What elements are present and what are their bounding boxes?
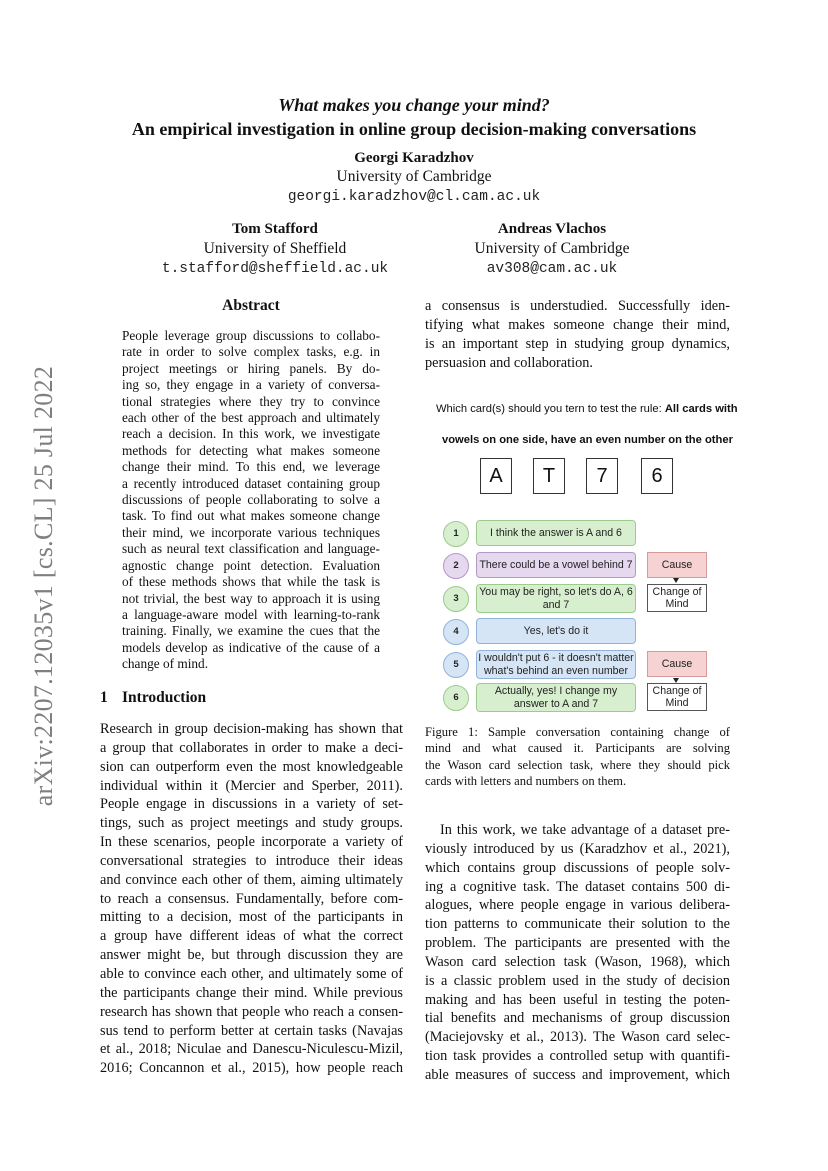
turn-message-2: There could be a vowel behind 7 (476, 552, 636, 578)
abstract-line: such as neural text classification and language- (122, 541, 380, 557)
intro-line: In this work, we take advantage of a dataset pre- (440, 822, 730, 838)
intro-line: mitting to a decision, most of the participants in (100, 909, 403, 926)
arxiv-stamp: arXiv:2207.12035v1 [cs.CL] 25 Jul 2022 (29, 365, 58, 807)
intro-line: problem. The participants are presented with the (425, 935, 730, 952)
intro-line: tial benefits and mechanisms of group discussion (425, 1010, 730, 1027)
figure-prompt-plain: Which card(s) should you tern to test the rule: (436, 403, 665, 415)
change-of-mind-tag: Change of Mind (647, 683, 707, 711)
abstract-line: tional strategies where they try to convince (122, 393, 380, 409)
turn-message-6: Actually, yes! I change my answer to A and 7 (476, 683, 636, 712)
author-name-1: Georgi Karadzhov (354, 150, 474, 166)
figure-1-caption (425, 724, 730, 790)
author-email-1: georgi.karadzhov@cl.cam.ac.uk (287, 189, 541, 205)
abstract-line: a language-aware model with learning-to-rank (122, 606, 380, 622)
author-email-3: av308@cam.ac.uk (486, 261, 618, 277)
intro-line: Wason card selection task (Wason, 1968), which (425, 953, 730, 970)
wason-card-6: 6 (641, 458, 673, 494)
intro-line: Research in group decision-making has shown that (100, 721, 403, 737)
turn-message-1: I think the answer is A and 6 (476, 520, 636, 546)
abstract-line: task. To find out what makes someone change (122, 508, 380, 524)
abstract-line: reach a decision. In this work, we investigate (122, 426, 380, 442)
turn-message-5: I wouldn't put 6 - it doesn't matter what's behind an even number (476, 650, 636, 679)
abstract-line: their mind, we incorporate various techniques (122, 524, 380, 540)
abstract-line: project meetings or hiring panels. By do- (122, 360, 380, 376)
abstract-line: change of mind. (122, 656, 209, 672)
intro-right-bottom (425, 821, 730, 1085)
intro-line: is an important step in studying group dynamics, (425, 335, 730, 352)
figure-prompt-line2: vowels on one side, have an even number on the other (442, 434, 733, 446)
abstract-heading: Abstract (222, 297, 280, 314)
section-title: Introduction (122, 689, 207, 706)
turn-number-5: 5 (443, 652, 469, 678)
abstract-line: not trivial, the best way to approach it is using (122, 590, 380, 606)
intro-right-top (425, 297, 730, 372)
intro-line: answer might be, but through discussion they are (100, 947, 403, 964)
intro-line: to reach a consensus. Fundamentally, before com- (100, 890, 403, 907)
paper-title-line1: What makes you change your mind? (278, 95, 550, 115)
intro-line: the participants change their mind. While previous (100, 984, 403, 1001)
intro-line: a group that collaborates in order to make a deci- (100, 739, 403, 756)
intro-line: viously introduced by us (Karadzhov et al., 2021), (425, 840, 730, 857)
intro-line: tion task provides a controlled setup with quantifi- (425, 1048, 730, 1065)
intro-line: 2016; Concannon et al., 2015), how people reach (100, 1060, 403, 1077)
turn-number-6: 6 (443, 685, 469, 711)
intro-line: individual within it (Mercier and Sperber, 2011). (100, 777, 403, 794)
change-of-mind-tag: Change of Mind (647, 584, 707, 612)
author-name-3: Andreas Vlachos (497, 221, 607, 237)
paper-title-line2: An empirical investigation in online group decision-making conversations (131, 119, 697, 139)
turn-number-1: 1 (443, 521, 469, 547)
intro-line: research has shown that people who reach a consen- (100, 1003, 403, 1020)
turn-number-2: 2 (443, 553, 469, 579)
turn-number-4: 4 (443, 619, 469, 645)
intro-line: tifying what makes someone change their mind, (425, 316, 730, 333)
intro-line: alogues, where people engage in various delibera- (425, 897, 730, 914)
author-affiliation-1: University of Cambridge (336, 168, 492, 185)
author-affiliation-2: University of Sheffield (203, 240, 347, 257)
abstract-line: ing so, they engage in a variety of conversa- (122, 377, 380, 393)
intro-line: able to convince each other, and ultimately some of (100, 965, 403, 982)
caption-line: cards with letters and numbers on them. (425, 774, 627, 789)
section-number: 1 (100, 689, 108, 706)
intro-line: persuasion and collaboration. (425, 354, 593, 371)
intro-line: sion can outperform even the most knowledgeable (100, 758, 403, 775)
wason-card-t: T (533, 458, 565, 494)
intro-line: tion patterns to communicate their solution to the (425, 916, 730, 933)
abstract-line: training. Finally, we examine the cues that the (122, 623, 380, 639)
figure-prompt-line1 (436, 403, 738, 415)
intro-line: (Maciejovsky et al., 2013). The Wason card selec- (425, 1029, 730, 1046)
figure-1 (425, 395, 738, 715)
turn-number-3: 3 (443, 586, 469, 612)
abstract-line: People leverage group discussions to collabo- (122, 328, 380, 343)
figure-prompt-bold: All cards with (664, 403, 738, 415)
intro-line: conversational strategies to introduce their ideas (100, 852, 403, 869)
intro-line: a group have different ideas of what the correct (100, 928, 403, 945)
wason-card-a: A (480, 458, 512, 494)
intro-line: able measures of success and improvement, which (425, 1066, 730, 1083)
abstract-line: models develop as indicative of the cause of a (122, 639, 380, 655)
abstract-line: each other of the best approach and ultimately (122, 410, 380, 426)
abstract-line: agnostic change point detection. Evaluation (122, 557, 380, 573)
abstract-line: a recently introduced dataset containing group (122, 475, 380, 491)
wason-card-7: 7 (586, 458, 618, 494)
author-name-2: Tom Stafford (232, 221, 318, 237)
author-email-2: t.stafford@sheffield.ac.uk (161, 261, 389, 277)
cause-tag: Cause (647, 552, 707, 578)
abstract-line: of these methods shows that while the task is (122, 574, 380, 590)
turn-message-4: Yes, let's do it (476, 618, 636, 644)
intro-line: tings, such as project meetings and study groups. (100, 815, 403, 832)
abstract-line: rate in order to solve complex tasks, e.g. in (122, 344, 380, 360)
intro-line: a consensus is understudied. Successfully iden- (425, 298, 730, 314)
abstract-line: methods for detecting what makes someone (122, 442, 380, 458)
intro-line: and convince each other of them, aiming ultimately (100, 871, 403, 888)
abstract-line: change their mind. To this end, we leverage (122, 459, 380, 475)
caption-line: mind and what caused it. Participants are solving (425, 741, 730, 756)
intro-line: is a classic problem used in the study of decision (425, 972, 730, 989)
abstract-line: discussions of people collaborating to solve a (122, 492, 380, 508)
intro-line: et al., 2018; Niculae and Danescu-Niculescu-Mizil, (100, 1041, 403, 1058)
intro-line: sus tend to perform better at certain tasks (Navajas (100, 1022, 403, 1039)
caption-line: the Wason card selection task, where they should pick (425, 757, 730, 772)
cause-to-change-arrow (673, 578, 679, 583)
intro-line: making and has been useful in testing the poten- (425, 991, 730, 1008)
turn-message-3: You may be right, so let's do A, 6 and 7 (476, 584, 636, 613)
abstract-body (122, 328, 380, 673)
intro-line: People engage in discussions in a variety of set- (100, 796, 403, 813)
cause-tag: Cause (647, 651, 707, 677)
intro-line: ing a cognitive task. The dataset contains 500 di- (425, 878, 730, 895)
intro-left-column (100, 720, 403, 1078)
author-affiliation-3: University of Cambridge (474, 240, 630, 257)
caption-line: Figure 1: Sample conversation containing change of (425, 725, 730, 739)
intro-line: which contains group discussions of people solv- (425, 859, 730, 876)
intro-line: In these scenarios, people incorporate a variety of (100, 834, 403, 851)
